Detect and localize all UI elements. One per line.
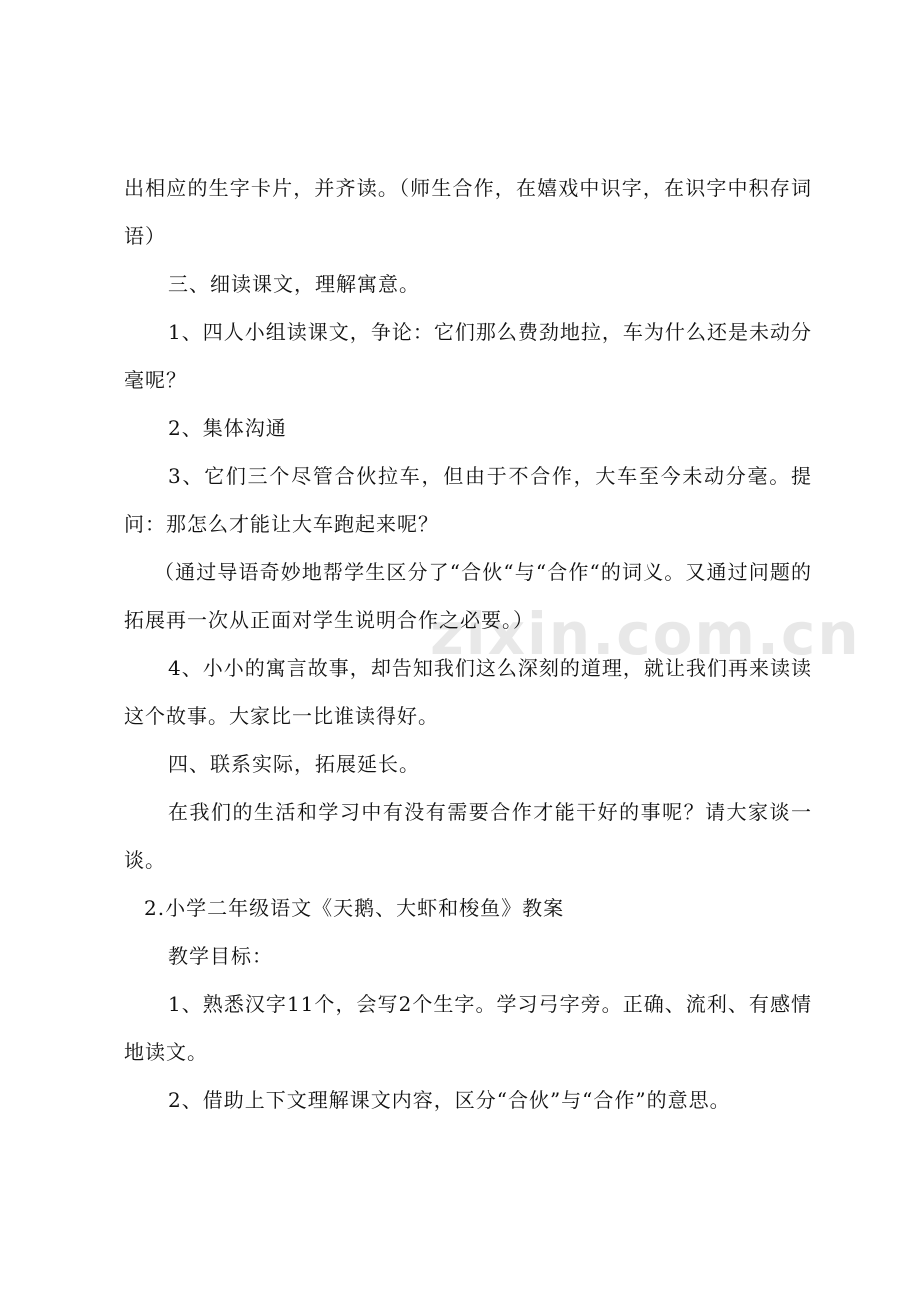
lesson-title: 2.小学二年级语文《天鹅、大虾和梭鱼》教案 xyxy=(144,896,565,920)
objectives-heading: 教学目标： xyxy=(168,944,273,968)
note-paragraph: （通过导语奇妙地帮学生区分了“合伙“与“合作“的词义。又通过问题的拓展再一次从正面对学生说明合作之必要。） xyxy=(124,560,812,632)
paragraph-continuation: 出相应的生字卡片，并齐读。（师生合作，在嬉戏中识字，在识字中积存词语） xyxy=(124,176,812,248)
section-heading-three: 三、细读课文，理解寓意。 xyxy=(168,272,420,296)
list-item-4: 4、小小的寓言故事，却告知我们这么深刻的道理，就让我们再来读读这个故事。大家比一比谁读得好。 xyxy=(124,656,812,728)
list-item-2: 2、集体沟通 xyxy=(168,416,287,440)
list-item-3: 3、它们三个尽管合伙拉车，但由于不合作，大车至今未动分毫。提问：那怎么才能让大车跑起来呢？ xyxy=(124,464,812,536)
list-item-1: 1、四人小组读课文，争论：它们那么费劲地拉，车为什么还是未动分毫呢？ xyxy=(124,320,812,392)
discussion-paragraph: 在我们的生活和学习中有没有需要合作才能干好的事呢？请大家谈一谈。 xyxy=(124,800,812,872)
objective-2: 2、借助上下文理解课文内容，区分“合伙”与“合作”的意思。 xyxy=(168,1088,731,1112)
section-heading-four: 四、联系实际，拓展延长。 xyxy=(168,752,420,776)
objective-1: 1、熟悉汉字11个，会写2个生字。学习弓字旁。正确、流利、有感情地读文。 xyxy=(124,992,812,1064)
watermark: zixin.com.cn xyxy=(430,600,861,668)
